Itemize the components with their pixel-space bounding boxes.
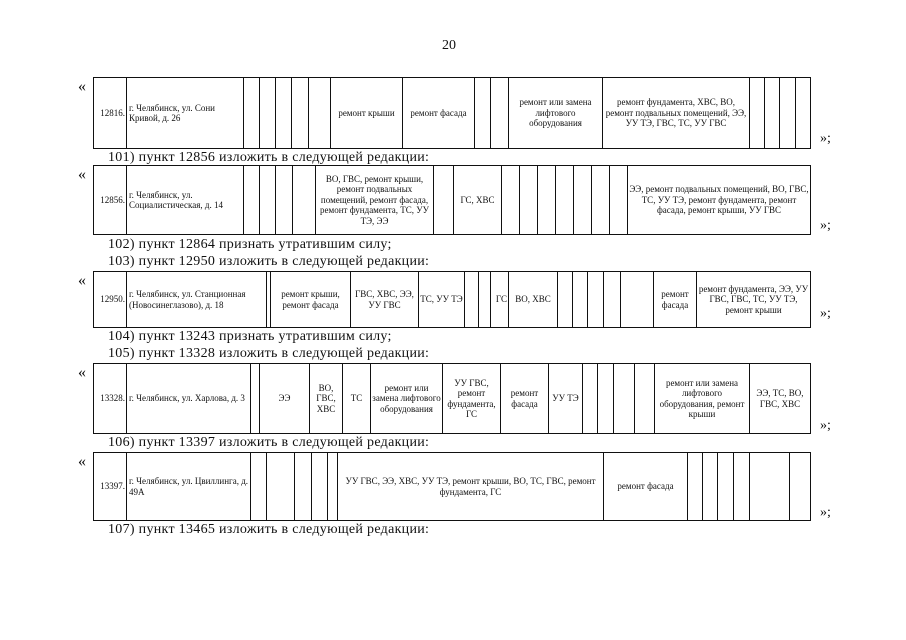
table-cell bbox=[702, 453, 717, 520]
table-cell bbox=[573, 166, 591, 234]
table-cell bbox=[478, 272, 490, 327]
table-cell bbox=[291, 78, 308, 148]
table-cell bbox=[717, 453, 733, 520]
close-quote: »; bbox=[820, 306, 831, 321]
table-cell bbox=[433, 166, 453, 234]
close-quote: »; bbox=[820, 505, 831, 520]
close-quote: »; bbox=[820, 418, 831, 433]
table-cell bbox=[733, 453, 749, 520]
work-type-cell: ВО, ХВС bbox=[508, 272, 557, 327]
open-quote: « bbox=[78, 166, 86, 183]
work-type-cell: ремонт фасада bbox=[402, 78, 474, 148]
instruction-103: 103) пункт 12950 изложить в следующей редакции: bbox=[108, 254, 430, 269]
work-type-cell: ремонт или замена лифтового оборудования bbox=[370, 364, 442, 433]
table-cell bbox=[266, 453, 294, 520]
table-cell bbox=[795, 78, 811, 148]
work-type-cell: ремонт фундамента, ХВС, ВО, ремонт подвальных помещений, ЭЭ, УУ ТЭ, ГВС, ТС, УУ ГВС bbox=[602, 78, 749, 148]
work-type-cell: ремонт фундамента, ЭЭ, УУ ГВС, ГВС, ТС, УУ ТЭ, ремонт крыши bbox=[696, 272, 811, 327]
row-number-cell: 12856. bbox=[93, 166, 126, 234]
open-quote: « bbox=[78, 272, 86, 289]
table-cell bbox=[582, 364, 597, 433]
table-cell bbox=[311, 453, 327, 520]
table-cell bbox=[259, 166, 275, 234]
work-type-cell: ГС, ХВС bbox=[453, 166, 501, 234]
table-cell bbox=[687, 453, 702, 520]
instruction-106: 106) пункт 13397 изложить в следующей редакции: bbox=[108, 435, 430, 450]
instruction-105: 105) пункт 13328 изложить в следующей редакции: bbox=[108, 346, 430, 361]
table-cell bbox=[597, 364, 613, 433]
address-cell: г. Челябинск, ул. Харлова, д. 3 bbox=[126, 364, 250, 433]
work-type-cell: ТС, УУ ТЭ bbox=[418, 272, 464, 327]
table-cell bbox=[519, 166, 537, 234]
table-cell bbox=[634, 364, 654, 433]
table-cell bbox=[250, 453, 266, 520]
close-quote: »; bbox=[820, 131, 831, 146]
table-cell bbox=[603, 272, 620, 327]
table-cell bbox=[557, 272, 572, 327]
table-cell bbox=[620, 272, 653, 327]
table-cell bbox=[275, 78, 291, 148]
address-cell: г. Челябинск, ул. Цвиллинга, д. 49А bbox=[126, 453, 250, 520]
table-cell bbox=[250, 364, 259, 433]
work-type-cell: ГВС, ХВС, ЭЭ, УУ ГВС bbox=[350, 272, 418, 327]
table-row-13397 bbox=[93, 452, 811, 521]
table-cell bbox=[259, 78, 275, 148]
table-cell bbox=[613, 364, 634, 433]
work-type-cell: ремонт или замена лифтового оборудования bbox=[508, 78, 602, 148]
work-type-cell: ЭЭ, ТС, ВО, ГВС, ХВС bbox=[749, 364, 811, 433]
table-cell bbox=[474, 78, 490, 148]
address-cell: г. Челябинск, ул. Станционная (Новосинеглазово), д. 18 bbox=[126, 272, 266, 327]
table-cell bbox=[275, 166, 292, 234]
table-cell bbox=[609, 166, 627, 234]
work-type-cell: ремонт фасада bbox=[603, 453, 687, 520]
open-quote: « bbox=[78, 453, 86, 470]
instruction-104: 104) пункт 13243 признать утратившим силу; bbox=[108, 329, 392, 344]
work-type-cell: УУ ГВС, ремонт фундамента, ГС bbox=[442, 364, 500, 433]
work-type-cell: ЭЭ bbox=[259, 364, 309, 433]
page-number: 20 bbox=[442, 38, 456, 53]
table-cell bbox=[501, 166, 519, 234]
table-cell bbox=[572, 272, 587, 327]
work-type-cell: ВО, ГВС, ХВС bbox=[309, 364, 342, 433]
table-cell bbox=[243, 166, 259, 234]
table-cell bbox=[591, 166, 609, 234]
row-number-cell: 13397. bbox=[93, 453, 126, 520]
instruction-101: 101) пункт 12856 изложить в следующей редакции: bbox=[108, 150, 430, 165]
table-cell bbox=[789, 453, 811, 520]
table-cell bbox=[749, 453, 789, 520]
table-cell bbox=[294, 453, 311, 520]
work-type-cell: ГС bbox=[490, 272, 508, 327]
row-number-cell: 12950. bbox=[93, 272, 126, 327]
table-cell bbox=[537, 166, 555, 234]
work-type-cell: ремонт крыши bbox=[330, 78, 402, 148]
table-cell bbox=[308, 78, 330, 148]
work-type-cell: УУ ТЭ bbox=[548, 364, 582, 433]
work-type-cell: ремонт фасада bbox=[653, 272, 696, 327]
address-cell: г. Челябинск, ул. Социалистическая, д. 14 bbox=[126, 166, 243, 234]
work-type-cell: ТС bbox=[342, 364, 370, 433]
table-row-13328 bbox=[93, 363, 811, 434]
table-cell bbox=[464, 272, 478, 327]
address-cell: г. Челябинск, ул. Сони Кривой, д. 26 bbox=[126, 78, 243, 148]
instruction-107: 107) пункт 13465 изложить в следующей редакции: bbox=[108, 522, 430, 537]
table-cell bbox=[243, 78, 259, 148]
work-type-cell: ремонт фасада bbox=[500, 364, 548, 433]
table-cell bbox=[587, 272, 603, 327]
work-type-cell: УУ ГВС, ЭЭ, ХВС, УУ ТЭ, ремонт крыши, ВО, ТС, ГВС, ремонт фундамента, ГС bbox=[337, 453, 603, 520]
table-row-12816 bbox=[93, 77, 811, 149]
work-type-cell: ВО, ГВС, ремонт крыши, ремонт подвальных помещений, ремонт фасада, ремонт фундамента, ТС, УУ ТЭ, ЭЭ bbox=[315, 166, 433, 234]
table-cell bbox=[749, 78, 764, 148]
table-cell bbox=[779, 78, 795, 148]
table-cell bbox=[764, 78, 779, 148]
work-type-cell: ЭЭ, ремонт подвальных помещений, ВО, ГВС, ТС, УУ ТЭ, ремонт фундамента, ремонт фасада, ремонт крыши, УУ ГВС bbox=[627, 166, 811, 234]
table-cell bbox=[292, 166, 315, 234]
close-quote: »; bbox=[820, 218, 831, 233]
table-row-12856 bbox=[93, 165, 811, 235]
open-quote: « bbox=[78, 364, 86, 381]
table-cell bbox=[490, 78, 508, 148]
row-number-cell: 13328. bbox=[93, 364, 126, 433]
table-cell bbox=[555, 166, 573, 234]
work-type-cell: ремонт или замена лифтового оборудования, ремонт крыши bbox=[654, 364, 749, 433]
table-cell bbox=[327, 453, 337, 520]
work-type-cell: ремонт крыши, ремонт фасада bbox=[270, 272, 350, 327]
table-row-12950 bbox=[93, 271, 811, 328]
open-quote: « bbox=[78, 78, 86, 95]
row-number-cell: 12816. bbox=[93, 78, 126, 148]
instruction-102: 102) пункт 12864 признать утратившим силу; bbox=[108, 237, 392, 252]
